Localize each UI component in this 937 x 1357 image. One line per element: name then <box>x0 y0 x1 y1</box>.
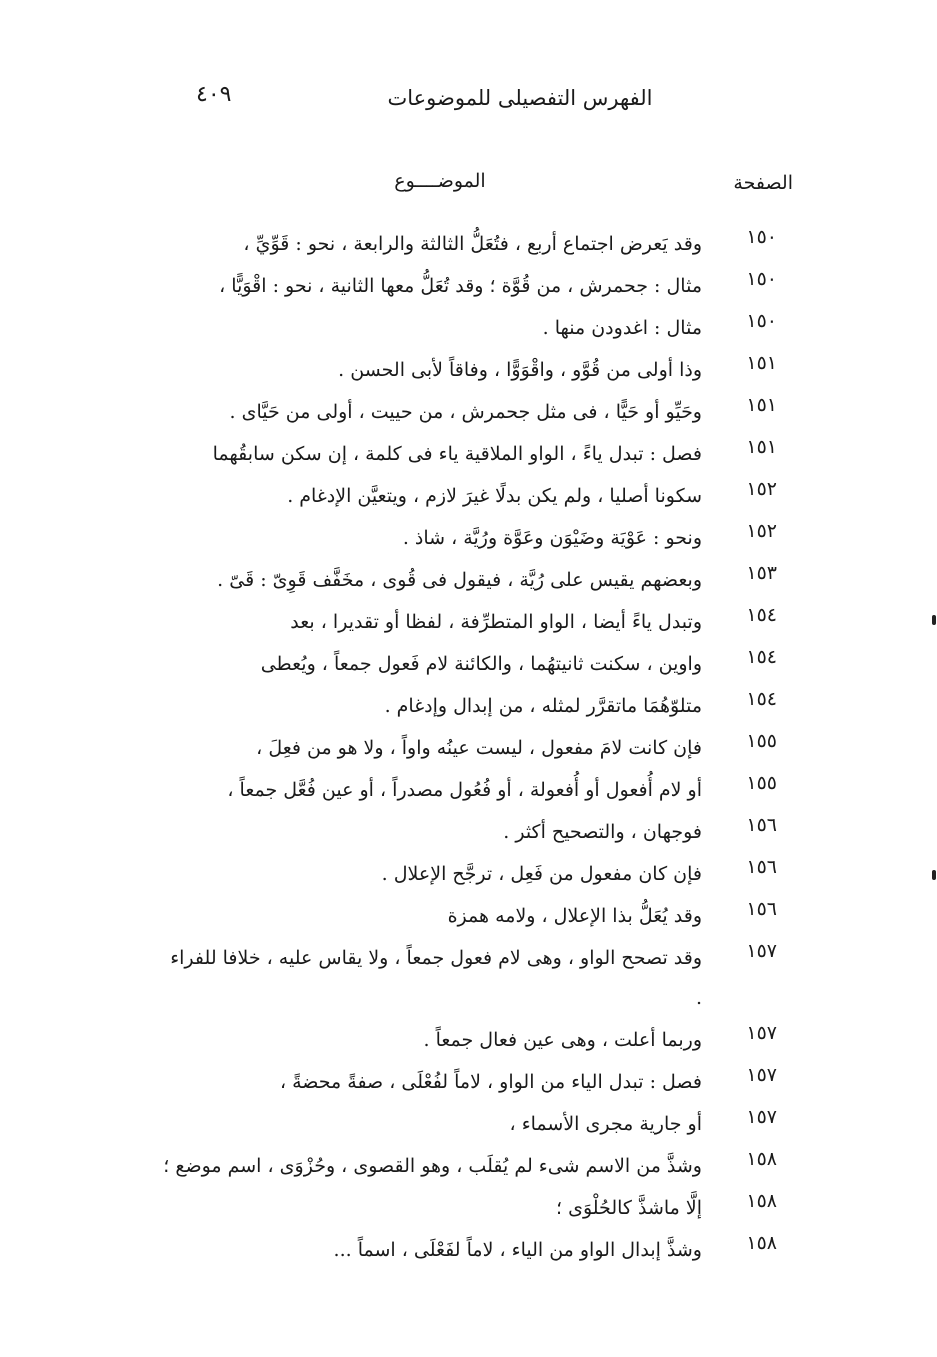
entry-page-number: ١٥٥ <box>746 730 777 752</box>
entry-page-number: ١٥٨ <box>746 1148 777 1170</box>
index-entry <box>0 810 937 852</box>
column-heading-page: الصفحة <box>733 172 793 194</box>
entry-text: مثال : جحمرش ، من قُوَّة ؛ وقد تُعَلُّ معها الثانية ، نحو : اقْوَيًّا ، <box>219 275 702 297</box>
entry-text: فإن كان مفعول من فَعِل ، ترجَّح الإعلال . <box>381 863 702 885</box>
entry-text: ونحو : عَوْيَة وضَيْوَن وعَوَّة ورُيَّة ، شاذ . <box>402 527 702 549</box>
entry-page-number: ١٥١ <box>746 394 777 416</box>
entry-page-number: ١٥٨ <box>746 1190 777 1212</box>
entry-page-number: ١٥٧ <box>746 1064 777 1086</box>
entry-page-number: ١٥٧ <box>746 940 777 962</box>
entry-text: وبعضهم يقيس على رُيَّة ، فيقول فى قُوى ، مخَفَّف قَوِىّ : قَىّ . <box>217 569 702 591</box>
entry-text: فصل : تبدل ياءً ، الواو الملاقية ياء فى كلمة ، إن سكن سابقُهما <box>212 443 702 465</box>
entry-text: فوجهان ، والتصحيح أكثر . <box>503 821 702 843</box>
index-entry <box>0 600 937 642</box>
entry-page-number: ١٥٤ <box>746 688 777 710</box>
entry-page-number: ١٥٢ <box>746 478 777 500</box>
index-entry <box>0 1018 937 1060</box>
column-heading-topic: الموضــــوع <box>394 170 486 192</box>
index-entry <box>0 222 937 264</box>
entry-page-number: ١٥٦ <box>746 856 777 878</box>
entry-page-number: ١٥١ <box>746 436 777 458</box>
entry-page-number: ١٥٦ <box>746 898 777 920</box>
scan-margin-mark <box>932 870 936 880</box>
entry-page-number: ١٥٢ <box>746 520 777 542</box>
index-entry <box>0 852 937 894</box>
index-entry <box>0 1228 937 1270</box>
entry-page-number: ١٥٠ <box>746 310 777 332</box>
entry-page-number: ١٥٥ <box>746 772 777 794</box>
entry-text: وشذَّ إبدال الواو من الياء ، لاماً لفَعْلَى ، اسماً ... <box>333 1239 702 1261</box>
index-entry <box>0 558 937 600</box>
entry-text: وذا أولى من قُوَّو ، واقْوَوًّا ، وفاقاً لأبى الحسن . <box>338 359 702 381</box>
entry-page-number: ١٥٠ <box>746 226 777 248</box>
index-entry <box>0 1144 937 1186</box>
entry-page-number: ١٥٤ <box>746 604 777 626</box>
entry-page-number: ١٥٧ <box>746 1022 777 1044</box>
entry-page-number: ١٥٤ <box>746 646 777 668</box>
index-entries <box>0 222 937 1270</box>
entry-text: فإن كانت لامَ مفعول ، ليست عينُه واواً ، ولا هو من فعِلَ ، <box>256 737 702 759</box>
index-entry <box>0 768 937 810</box>
entry-text: واوين ، سكنت ثانيتهُما ، والكائنة لام فَعول جمعاً ، ويُعطى <box>260 653 702 675</box>
index-entry <box>0 432 937 474</box>
index-entry <box>0 516 937 558</box>
entry-text: وتبدل ياءً أيضا ، الواو المتطرِّفة ، لفظا أو تقديرا ، بعد <box>290 611 702 633</box>
entry-text: وشذَّ من الاسم شىء لم يُقلَب ، وهو القصوى ، وحُزْوَى ، اسم موضع ؛ <box>163 1155 702 1177</box>
index-entry <box>0 1186 937 1228</box>
index-entry <box>0 1060 937 1102</box>
entry-text: أو لام أُفعول أو أُفعولة ، أو فُعُول مصدراً ، أو عين فُعَّل جمعاً ، <box>227 779 702 801</box>
entry-page-number: ١٥١ <box>746 352 777 374</box>
entry-text: وربما أعلت ، وهى عين فعال جمعاً . <box>423 1029 702 1051</box>
entry-text: وقد تصحح الواو ، وهى لام فعول جمعاً ، ولا يقاس عليه ، خلافا للفراء . <box>170 947 702 1009</box>
scan-margin-mark <box>932 615 936 625</box>
entry-text: متلوّهُمَا ماتقرَّر لمثله ، من إبدال وإدغام . <box>384 695 702 717</box>
entry-page-number: ١٥٠ <box>746 268 777 290</box>
entry-text: وقد يُعَلُّ بذا الإعلال ، ولامه همزة <box>447 905 702 927</box>
index-entry <box>0 306 937 348</box>
entry-page-number: ١٥٦ <box>746 814 777 836</box>
index-entry <box>0 390 937 432</box>
index-entry <box>0 726 937 768</box>
entry-page-number: ١٥٣ <box>746 562 777 584</box>
entry-text: سكونا أصليا ، ولم يكن بدلًا غيرَ لازم ، ويتعيَّن الإدغام . <box>287 485 702 507</box>
index-entry <box>0 474 937 516</box>
index-entry <box>0 684 937 726</box>
entry-page-number: ١٥٧ <box>746 1106 777 1128</box>
running-title: الفهرس التفصيلى للموضوعات <box>387 86 653 110</box>
index-entry <box>0 348 937 390</box>
page-number: ٤٠٩ <box>196 82 232 107</box>
entry-text: مثال : اغدودن منها . <box>542 317 702 339</box>
entry-text: وقد يَعرض اجتماع أربع ، فتُعَلُّ الثالثة والرابعة ، نحو : قَوِّيِّ ، <box>243 233 702 255</box>
entry-text: وحَيِّو أو حَيًّا ، فى مثل جحمرش ، من حييت ، أولى من حَيَّاى . <box>229 401 702 423</box>
index-entry <box>0 264 937 306</box>
index-entry <box>0 642 937 684</box>
entry-text: فصل : تبدل الياء من الواو ، لاماً لفُعْلَى ، صفةً محضةً ، <box>279 1071 702 1093</box>
index-entry <box>0 1102 937 1144</box>
entry-page-number: ١٥٨ <box>746 1232 777 1254</box>
index-entry <box>0 936 937 1018</box>
entry-text: إلَّا ماشذَّ كالحُلْوَى ؛ <box>556 1197 702 1219</box>
entry-text: أو جارية مجرى الأسماء ، <box>509 1113 702 1135</box>
index-entry <box>0 894 937 936</box>
